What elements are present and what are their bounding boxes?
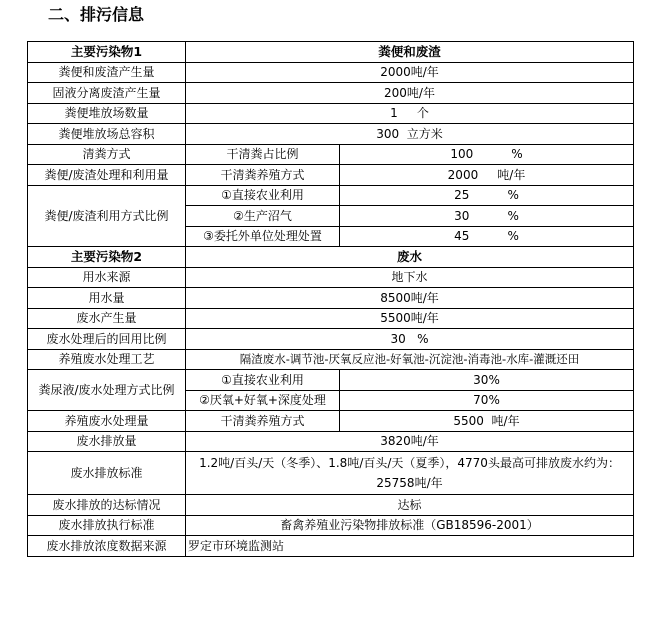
row-label: 废水排放执行标准: [28, 515, 186, 536]
pct-unit: %: [507, 208, 519, 223]
row-label: 固液分离废渣产生量: [28, 83, 186, 104]
row-label: 废水排放量: [28, 431, 186, 452]
pollutant1-label: 主要污染物1: [28, 42, 186, 63]
row-sublabel: ①直接农业利用: [186, 370, 340, 391]
row-label: 粪便堆放场总容积: [28, 124, 186, 145]
row-value: 达标: [186, 495, 634, 516]
row-sublabel: 干清粪占比例: [186, 144, 340, 165]
row-label: 粪便堆放场数量: [28, 103, 186, 124]
row-value: 5500 吨/年: [340, 411, 634, 432]
row-value: 5500吨/年: [186, 308, 634, 329]
row-sublabel: ③委托外单位处理处置: [186, 226, 340, 247]
table-row: [28, 515, 634, 536]
row-value: 1.2吨/百头/天（冬季）、1.8吨/百头/天（夏季），4770头最高可排放废水约为：25758吨/年: [186, 452, 634, 495]
row-sublabel: ①直接农业利用: [186, 185, 340, 206]
row-value: 2000吨/年: [186, 62, 634, 83]
row-value: 30 %: [186, 329, 634, 350]
row-label: 粪便和废渣产生量: [28, 62, 186, 83]
row-value: 200吨/年: [186, 83, 634, 104]
row-label: 废水排放标准: [28, 452, 186, 495]
row-label: 废水排放的达标情况: [28, 495, 186, 516]
table-row: [28, 185, 634, 206]
pct-value: 45: [454, 229, 470, 244]
row-sublabel: ②厌氧+好氧+深度处理: [186, 390, 340, 411]
pollutant2-label: 主要污染物2: [28, 247, 186, 268]
table-row: [28, 411, 634, 432]
table-row: [28, 288, 634, 309]
row-sublabel: 干清粪养殖方式: [186, 411, 340, 432]
table-row: [28, 536, 634, 557]
row-value: 30%: [340, 370, 634, 391]
row-value: [340, 144, 634, 165]
row-label: 废水处理后的回用比例: [28, 329, 186, 350]
table-row: [28, 165, 634, 186]
row-value: [340, 206, 634, 227]
row-label: 用水来源: [28, 267, 186, 288]
pct-unit: %: [507, 188, 519, 203]
row-value: 8500吨/年: [186, 288, 634, 309]
table-row: [28, 431, 634, 452]
row-label: 粪尿液/废水处理方式比例: [28, 370, 186, 411]
row-label: 养殖废水处理工艺: [28, 349, 186, 370]
row-sublabel: ②生产沼气: [186, 206, 340, 227]
table-row: [28, 42, 634, 63]
row-value: 1 个: [186, 103, 634, 124]
row-value: 2000 吨/年: [340, 165, 634, 186]
row-value: 300 立方米: [186, 124, 634, 145]
pct-value: 100: [450, 147, 474, 162]
table-row: [28, 452, 634, 495]
row-label: 清粪方式: [28, 144, 186, 165]
row-label: 用水量: [28, 288, 186, 309]
pollutant2-value: 废水: [186, 247, 634, 268]
pollutant1-value: 粪便和废渣: [186, 42, 634, 63]
row-value: 隔渣废水-调节池-厌氧反应池-好氧池-沉淀池-消毒池-水库-灌溉还田: [186, 349, 634, 370]
row-label: 养殖废水处理量: [28, 411, 186, 432]
row-value: 地下水: [186, 267, 634, 288]
row-label: 粪便/废渣处理和利用量: [28, 165, 186, 186]
pct-value: 30: [454, 208, 470, 223]
table-row: [28, 495, 634, 516]
row-value: 罗定市环境监测站: [186, 536, 634, 557]
row-value: 畜禽养殖业污染物排放标准（GB18596-2001）: [186, 515, 634, 536]
pollution-info-table: [27, 41, 634, 557]
row-value: [340, 226, 634, 247]
table-row: [28, 103, 634, 124]
row-value: 70%: [340, 390, 634, 411]
table-row: [28, 308, 634, 329]
pct-value: 25: [454, 188, 470, 203]
row-label: 粪便/废渣利用方式比例: [28, 185, 186, 247]
table-row: [28, 247, 634, 268]
row-value: 3820吨/年: [186, 431, 634, 452]
table-row: [28, 144, 634, 165]
table-row: [28, 349, 634, 370]
row-sublabel: 干清粪养殖方式: [186, 165, 340, 186]
table-row: [28, 329, 634, 350]
table-row: [28, 83, 634, 104]
row-label: 废水产生量: [28, 308, 186, 329]
table-row: [28, 62, 634, 83]
table-row: [28, 370, 634, 391]
pct-unit: %: [507, 229, 519, 244]
section-title: 二、排污信息: [48, 5, 145, 24]
row-label: 废水排放浓度数据来源: [28, 536, 186, 557]
row-value: [340, 185, 634, 206]
pct-unit: %: [511, 147, 523, 162]
table-row: [28, 267, 634, 288]
table-row: [28, 124, 634, 145]
